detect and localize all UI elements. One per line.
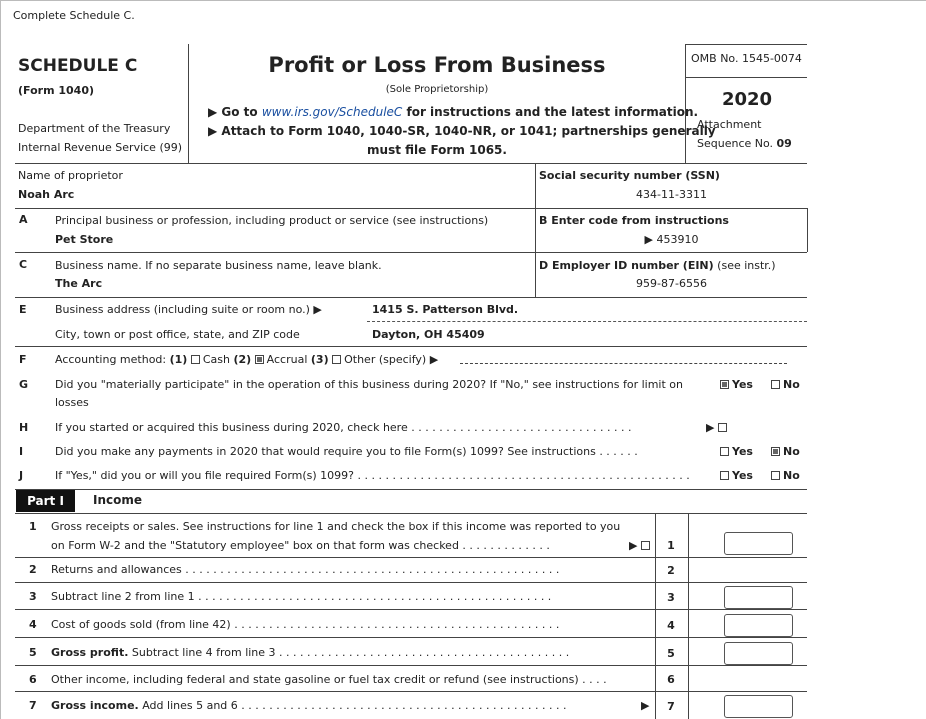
line-h-check: ▶ [706, 421, 730, 434]
ssn-value: 434-11-3311 [636, 188, 707, 201]
line4-text: Cost of goods sold (from line 42) . . . . . . . . . . . . . . . . . . . . . . . . . . . . . . . . . . . . . . . . . . . . . . . [51, 618, 560, 631]
line-d-label: D Employer ID number (EIN) (see instr.) [539, 259, 776, 272]
line-g-label: Did you "materially participate" in the operation of this business during 2020? If "No," see instructions for limit on [55, 378, 684, 391]
line-j-label: If "Yes," did you or will you file required Form(s) 1099? . . . . . . . . . . . . . . . . . . . . . . . . . . . . . . . . . . . . . . . . . . . . . . . . [55, 469, 690, 482]
omb-top-line [685, 44, 807, 45]
line-i-letter: I [19, 445, 24, 458]
line3-input[interactable] [724, 586, 793, 609]
line4-number-box: 4 [667, 619, 675, 632]
line-g-no: No [771, 378, 800, 391]
line-a-value: Pet Store [55, 233, 114, 246]
proprietor-name: Noah Arc [18, 188, 75, 201]
attach-instruction-2: must file Form 1065. [367, 143, 507, 157]
row-line-e [15, 297, 807, 298]
omb-bottom-line [685, 77, 807, 78]
goto-instructions: ▶ Go to www.irs.gov/ScheduleC for instructions and the latest information. [208, 105, 699, 119]
form-number: (Form 1040) [18, 84, 95, 97]
line-c-letter: C [19, 258, 28, 271]
line-b-label: B Enter code from instructions [539, 214, 729, 227]
line6-bottom [15, 691, 807, 692]
line-a-letter: A [19, 213, 28, 226]
line5-bottom [15, 665, 807, 666]
box-b-right-border [807, 208, 808, 252]
line-i-yes-checkbox[interactable] [720, 447, 729, 456]
line-h-checkbox[interactable] [718, 423, 727, 432]
line-e-label: Business address (including suite or room no.) ▶ [55, 303, 322, 316]
line-j-letter: J [19, 469, 24, 482]
part1-top-line [15, 489, 807, 490]
line2-number-box: 2 [667, 564, 675, 577]
line6-number-box: 6 [667, 673, 675, 686]
line-g-yes-checkbox[interactable] [720, 380, 729, 389]
line1-num: 1 [29, 520, 37, 533]
attach-instruction: ▶ Attach to Form 1040, 1040-SR, 1040-NR, or 1041; partnerships generally [208, 124, 716, 138]
line7-input[interactable] [724, 695, 793, 718]
line-j-no: No [771, 469, 800, 482]
line1-text: Gross receipts or sales. See instructions for line 1 and check the box if this income was reported to you [51, 520, 621, 533]
line1-bottom [15, 557, 807, 558]
linenum-col-right [688, 513, 689, 719]
line-g-yes: Yes [720, 378, 753, 391]
line-f-letter: F [19, 353, 27, 366]
line-i-yes: Yes [720, 445, 753, 458]
tax-year: 2020 [721, 89, 773, 110]
city-value: Dayton, OH 45409 [372, 328, 485, 341]
row-line-f [15, 346, 807, 347]
line-b-value: ▶ 453910 [644, 233, 699, 246]
line-g-label-2: losses [55, 396, 89, 409]
line3-num: 3 [29, 590, 37, 603]
line2-bottom [15, 582, 807, 583]
address-dashed-line [367, 321, 807, 322]
cash-checkbox[interactable] [191, 355, 200, 364]
dept-treasury: Department of the Treasury [18, 122, 171, 135]
line2-text: Returns and allowances . . . . . . . . . . . . . . . . . . . . . . . . . . . . . . . . . . . . . . . . . . . . . . . . . . . . . . [51, 563, 560, 576]
line1-input[interactable] [724, 532, 793, 555]
line7-text: Gross income. Add lines 5 and 6 . . . . . . . . . . . . . . . . . . . . . . . . . . . . . . . . . . . . . . . . . . . . . . . [51, 699, 567, 712]
line-i-no-checkbox[interactable] [771, 447, 780, 456]
other-specify-line [460, 363, 787, 364]
line5-text: Gross profit. Subtract line 4 from line 3 . . . . . . . . . . . . . . . . . . . . . . . . . . . . . . . . . . . . . . . . . . [51, 646, 570, 659]
line3-bottom [15, 609, 807, 610]
line1-text-2: on Form W-2 and the "Statutory employee" box on that form was checked . . . . . . . . . . . . . [51, 539, 550, 552]
line6-text: Other income, including federal and state gasoline or fuel tax credit or refund (see instructions) . . . . [51, 673, 607, 686]
accounting-method: Accounting method: (1) Cash (2) Accrual (3) Other (specify) ▶ [55, 353, 439, 366]
line7-num: 7 [29, 699, 37, 712]
sequence-number: Sequence No. 09 [697, 137, 792, 150]
irs-label: Internal Revenue Service (99) [18, 141, 183, 154]
other-checkbox[interactable] [332, 355, 341, 364]
line4-num: 4 [29, 618, 37, 631]
schedulec-link[interactable]: www.irs.gov/ScheduleC [261, 105, 403, 119]
attachment-label: Attachment [697, 118, 762, 131]
city-label: City, town or post office, state, and ZIP code [55, 328, 300, 341]
line-c-value: The Arc [55, 277, 103, 290]
header-bottom-line [15, 163, 807, 164]
line3-text: Subtract line 2 from line 1 . . . . . . . . . . . . . . . . . . . . . . . . . . . . . . . . . . . . . . . . . . . . . . . . . . . [51, 590, 552, 603]
form-title: Profit or Loss From Business [268, 53, 606, 77]
part1-title: Income [93, 493, 143, 507]
line-j-no-checkbox[interactable] [771, 471, 780, 480]
left-border [0, 0, 1, 719]
part1-badge: Part I [16, 490, 75, 512]
line-i-label: Did you make any payments in 2020 that would require you to file Form(s) 1099? See instructions . . . . . . [55, 445, 638, 458]
line5-number-box: 5 [667, 647, 675, 660]
line1-check: ▶ [629, 539, 653, 552]
line6-num: 6 [29, 673, 37, 686]
row-line-a [15, 208, 807, 209]
line-g-letter: G [19, 378, 29, 391]
schedule-title: SCHEDULE C [18, 56, 138, 76]
form-subtitle: (Sole Proprietorship) [385, 84, 489, 95]
business-address: 1415 S. Patterson Blvd. [372, 303, 519, 316]
line-g-no-checkbox[interactable] [771, 380, 780, 389]
line-j-yes-checkbox[interactable] [720, 471, 729, 480]
top-border [0, 0, 926, 1]
line-h-letter: H [19, 421, 29, 434]
row-line-c [15, 252, 807, 253]
proprietor-label: Name of proprietor [18, 169, 123, 182]
top-instruction: Complete Schedule C. [13, 9, 135, 22]
line-j-yes: Yes [720, 469, 753, 482]
line-i-no: No [771, 445, 800, 458]
line2-num: 2 [29, 563, 37, 576]
line5-input[interactable] [724, 642, 793, 665]
line-h-label: If you started or acquired this business during 2020, check here . . . . . . . . . . . . . . . . . . . . . . . . . . . . . . . . [55, 421, 632, 434]
statutory-employee-checkbox[interactable] [641, 541, 650, 550]
line1-number-box: 1 [667, 539, 675, 552]
line-c-label: Business name. If no separate business name, leave blank. [55, 259, 382, 272]
line-d-value: 959-87-6556 [636, 277, 707, 290]
line-e-letter: E [19, 303, 27, 316]
omb-number: OMB No. 1545-0074 [691, 52, 802, 65]
line7-number-box: 7 [667, 700, 675, 713]
line5-num: 5 [29, 646, 37, 659]
line4-input[interactable] [724, 614, 793, 637]
accrual-checkbox[interactable] [255, 355, 264, 364]
line7-arrow: ▶ [641, 699, 650, 712]
line4-bottom [15, 637, 807, 638]
line3-number-box: 3 [667, 591, 675, 604]
line-a-label: Principal business or profession, including product or service (see instructions) [55, 214, 489, 227]
ssn-label: Social security number (SSN) [539, 169, 720, 182]
